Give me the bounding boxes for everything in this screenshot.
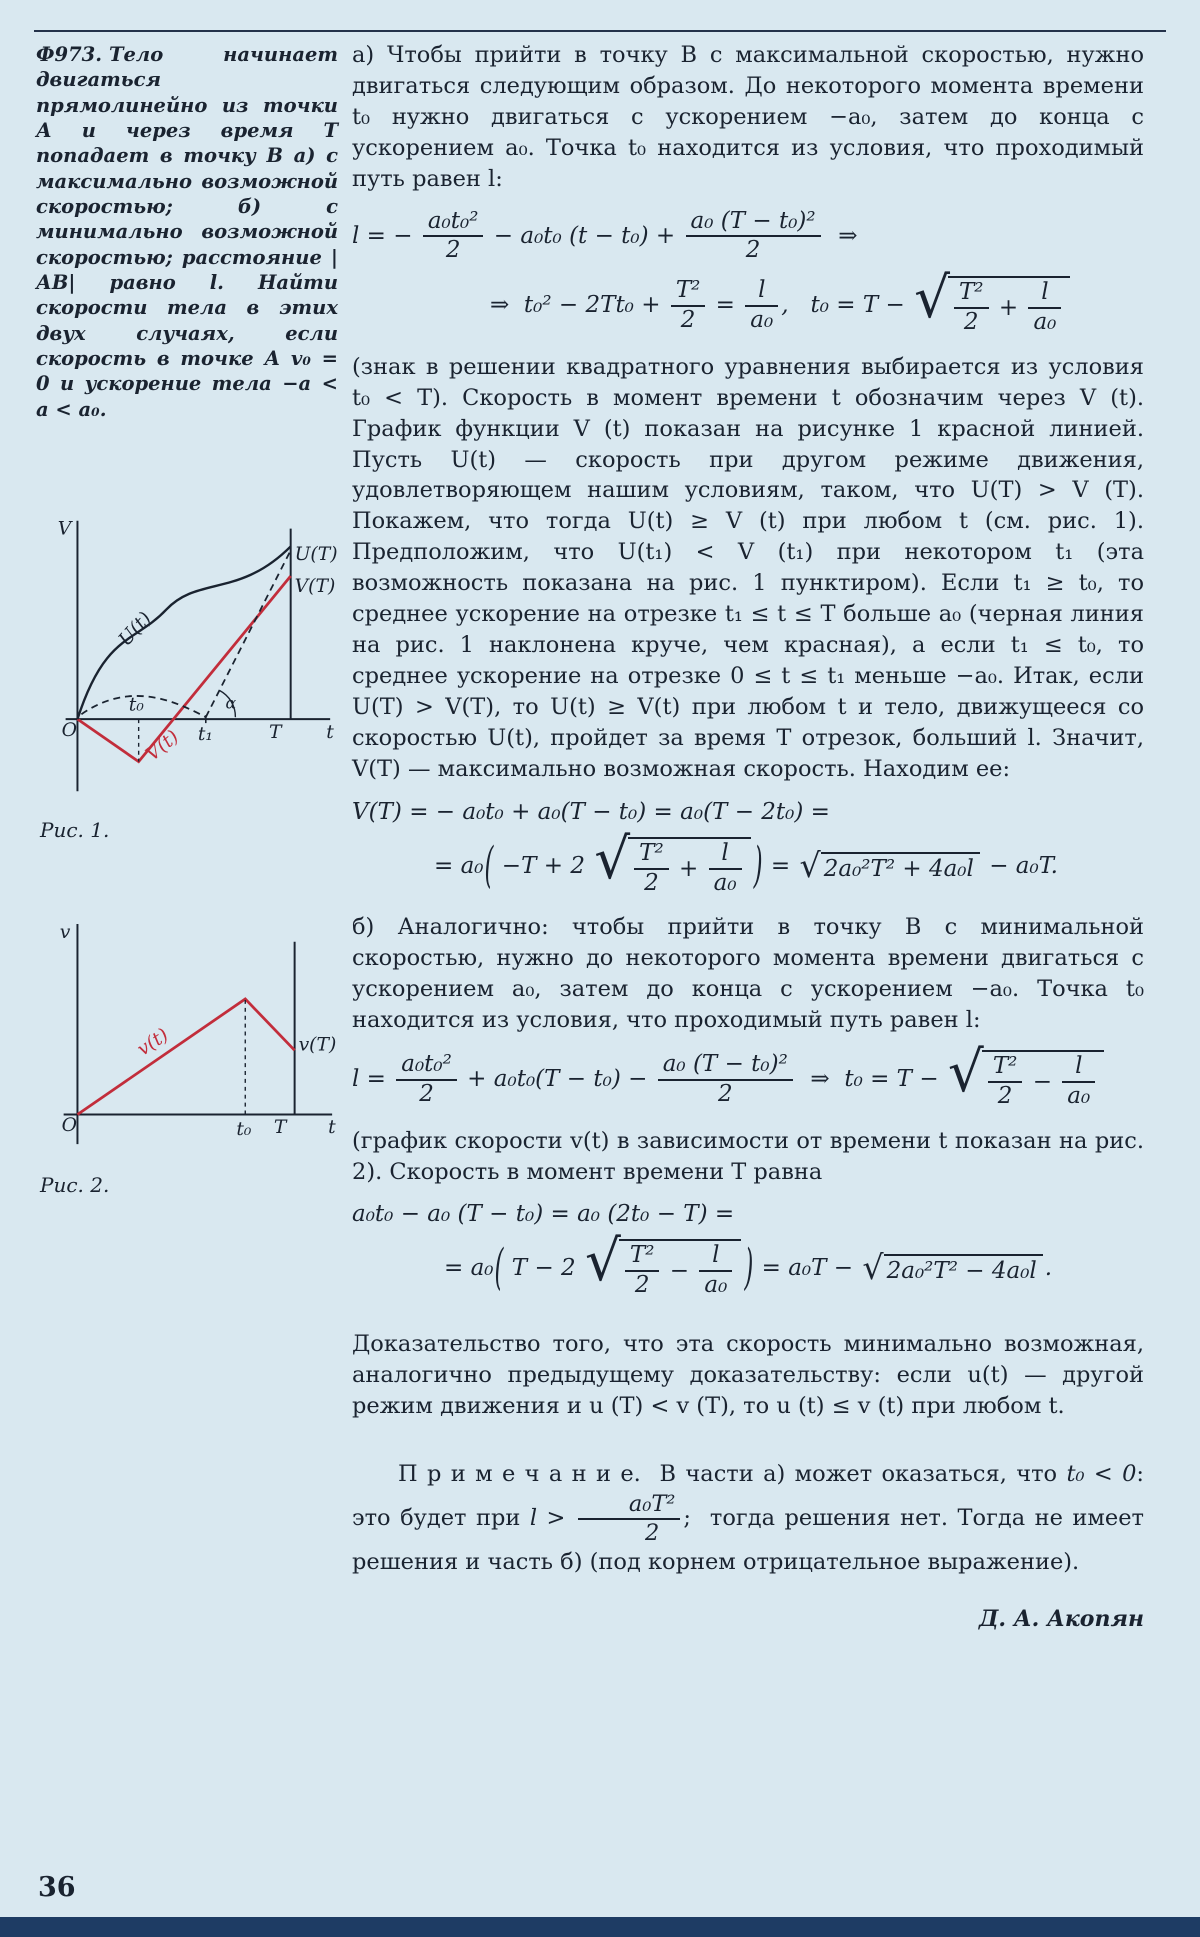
math-text: = a₀	[444, 1255, 494, 1282]
paragraph-a: а) Чтобы прийти в точку В с максимальной скоростью, нужно двигаться следующим образом. До некоторого момента времени t₀ нужно двигаться с ускорением −a₀, затем до конца с ускорением a₀. Точка t₀ находится из условия, что проходимый путь равен l:	[352, 42, 1144, 192]
math-text: ⇒ t₀² − 2Tt₀ +	[490, 291, 668, 318]
fraction: $\frac{\text{a₀t₀²}}{2}$	[396, 1052, 457, 1108]
fig1-T-label: T	[268, 722, 282, 744]
fraction: $\frac{l}{\text{a₀}}$	[709, 841, 742, 897]
fig1-alpha-label: α	[225, 693, 237, 713]
square-root: √ T² 2 − $\frac{l}{\text{a₀}}$	[585, 1239, 741, 1299]
figure-2-graph	[36, 912, 342, 1159]
fig1-black-velocity-curve	[77, 547, 290, 720]
fraction: $\frac{\text{a₀ (T − t₀)²}}{2}$	[658, 1052, 793, 1108]
math-text: ⇒	[823, 222, 858, 249]
math-text: + a₀t₀(T − t₀) −	[459, 1065, 655, 1092]
big-parenthesis: (	[494, 1241, 504, 1297]
math-text: V(T) = − a₀t₀ + a₀(T − t₀) = a₀(T − 2t₀) =	[352, 798, 830, 825]
math-text: ⇒ t₀ = T −	[795, 1065, 946, 1092]
fraction: $\frac{l}{\text{a₀}}$	[745, 278, 778, 334]
square-root: √ T² 2 + $\frac{l}{\text{a₀}}$	[594, 837, 750, 897]
fraction: $\frac{\text{a₀ (T − t₀)²}}{2}$	[686, 209, 821, 265]
figure-1-caption: Рис. 1.	[40, 818, 110, 843]
fig2-vT-label: v(T)	[298, 1034, 337, 1056]
fraction: T² 2	[625, 1243, 660, 1299]
fraction: $\frac{l}{\text{a₀}}$	[699, 1243, 732, 1299]
math-text: T − 2	[504, 1255, 583, 1282]
paragraph-b: б) Аналогично: чтобы прийти в точку В с минимальной скоростью, нужно до некоторого момента времени двигаться с ускорением a₀, затем до конца с ускорением −a₀. Точка t₀ находится из условия, что проходимый путь равен l:	[352, 914, 1144, 1034]
formula-2-line-1	[352, 799, 1144, 825]
fig1-origin-label: O	[61, 720, 78, 742]
formula-4-line-1	[352, 1201, 1144, 1227]
math-text: 2a₀²T² + 4a₀l	[823, 855, 974, 882]
top-rule	[34, 30, 1166, 32]
math-text: =	[708, 291, 743, 318]
math-text: l >	[529, 1504, 575, 1531]
fig2-red-velocity-line	[77, 999, 294, 1114]
fig1-red-velocity-line	[77, 576, 290, 762]
formula-4	[352, 1201, 1144, 1299]
math-text: a₀t₀ − a₀ (T − t₀) = a₀ (2t₀ − T) =	[352, 1201, 735, 1228]
math-text: t₀ < 0	[1066, 1460, 1137, 1487]
author-signature: Д. А. Акопян	[978, 1605, 1144, 1632]
fraction: T² 2	[634, 841, 669, 897]
formula-1-line-1	[352, 209, 1144, 265]
square-root: √ T² 2 − $\frac{l}{\text{a₀}}$	[948, 1050, 1104, 1110]
fig2-vt-label: v(t)	[133, 1024, 173, 1061]
formula-3-line-1	[352, 1040, 1144, 1110]
fig1-Ut-label: U(t)	[114, 608, 156, 651]
fraction: $\frac{l}{\text{a₀}}$	[1028, 280, 1061, 336]
square-root: √ T² 2 + $\frac{l}{\text{a₀}}$	[914, 276, 1070, 336]
left-column	[36, 42, 338, 1197]
figure-1	[36, 506, 338, 842]
math-text: l =	[352, 1065, 394, 1092]
square-root: √ 2a₀²T² + 4a₀l	[799, 852, 979, 882]
math-text: +	[991, 294, 1026, 321]
figure-1-graph	[36, 506, 342, 804]
figure-2	[36, 912, 338, 1197]
paragraph-proof: Доказательство того, что эта скорость минимально возможная, аналогично предыдущему доказательству: если u(t) — другой режим движения и u (T) < v (T), то u (t) ≤ v (t) при любом t.	[352, 1330, 1144, 1419]
math-text: = a₀T −	[754, 1255, 861, 1282]
formula-2-line-2	[434, 826, 1144, 897]
math-text: , t₀ = T −	[781, 291, 913, 318]
math-text: l = −	[352, 222, 420, 249]
math-text: 2a₀²T² − 4a₀l	[886, 1258, 1037, 1285]
fraction: $\frac{\text{a₀T²}}{2}$	[578, 1492, 680, 1546]
big-parenthesis: (	[484, 839, 494, 894]
fig1-Vt-label: V(t)	[142, 726, 184, 766]
page-number: 36	[38, 1872, 76, 1903]
math-text: .	[1044, 1255, 1053, 1282]
problem-id: Ф973.	[36, 43, 102, 66]
math-text: ; тогда решения нет. Тогда не имеет решения и часть б) (под корнем отрицательное выражение).	[352, 1504, 1152, 1575]
formula-4-line-2	[444, 1229, 1144, 1299]
formula-2	[352, 799, 1144, 897]
fig2-t-axis-label: t	[328, 1117, 336, 1139]
fig2-T-label: T	[273, 1117, 287, 1139]
math-text: − a₀T.	[981, 852, 1058, 879]
fraction: T² 2	[954, 280, 989, 336]
fig1-t-axis-label: t	[326, 722, 334, 744]
fig1-t1-label: t₁	[197, 724, 213, 746]
math-text: =	[763, 852, 798, 879]
math-text: П р и м е ч а н и е. В части а) может оказаться, что	[398, 1460, 1067, 1487]
figure-2-caption: Рис. 2.	[40, 1173, 110, 1198]
fig2-origin-label: O	[61, 1115, 78, 1137]
fraction: $\frac{\text{T²}}{2}$	[671, 278, 706, 334]
formula-1	[352, 209, 1144, 336]
fraction: $\frac{l}{\text{a₀}}$	[1062, 1054, 1095, 1110]
problem-text: Тело начинает двигаться прямолинейно из точки А и через время Т попадает в точку В а) с максимально возможной скоростью; б) с минимально возможной скоростью; расстояние |АВ| равно l. Найти скорости тела в этих двух случаях, если скорость в точке А v₀ = 0 и ускорение тела −a < a < a₀.	[36, 43, 338, 421]
paragraph-b2: (график скорости v(t) в зависимости от времени t показан на рис. 2). Скорость в момент времени T равна	[352, 1127, 1144, 1185]
paragraph-note	[352, 1458, 1152, 1580]
paragraph-a2: (знак в решении квадратного уравнения выбирается из условия t₀ < T). Скорость в момент времени t обозначим через V (t). График функции V (t) показан на рисунке 1 красной линией. Пусть U(t) — скорость при другом режиме движения, удовлетворяющем нашим условиям, таком, что U(T) > V (T). Покажем, что тогда U(t) ≥ V (t) при любом t (см. рис. 1). Предположим, что U(t₁) < V (t₁) при некотором t₁ (эта возможность показана на рис. 1 пунктиром). Если t₁ ≥ t₀, то среднее ускорение на отрезке t₁ ≤ t ≤ T больше a₀ (черная линия на рис. 1 наклонена круче, чем красная), а если t₁ ≤ t₀, то среднее ускорение на отрезке 0 ≤ t ≤ t₁ меньше −a₀. Итак, если U(T) > V(T), то U(t) ≥ V(t) при любом t и тело, движущееся со скоростью U(t), пройдет за время T отрезок, больший l. Значит, V(T) — максимально возможная скорость. Находим ее:	[352, 353, 1144, 782]
right-column	[352, 40, 1152, 1654]
square-root: √ 2a₀²T² − 4a₀l	[862, 1254, 1042, 1284]
fig1-VT-label: V(T)	[294, 575, 336, 597]
big-parenthesis: )	[753, 839, 763, 894]
problem-statement	[36, 42, 338, 422]
fig2-t0-label: t₀	[236, 1119, 252, 1141]
formula-3	[352, 1040, 1144, 1110]
math-text: − a₀t₀ (t − t₀) +	[486, 222, 683, 249]
fig1-v-axis-label: V	[57, 518, 72, 540]
math-text: = a₀	[434, 852, 484, 879]
fig2-v-axis-label: v	[59, 921, 71, 943]
fraction: $\frac{\text{a₀t₀²}}{2}$	[423, 209, 484, 265]
math-text: +	[671, 855, 706, 882]
math-text: −	[1025, 1068, 1060, 1095]
math-text: −	[662, 1258, 697, 1285]
big-parenthesis: )	[744, 1241, 754, 1297]
bottom-bar	[0, 1917, 1200, 1937]
math-text: −T + 2	[494, 852, 593, 879]
fig1-t0-label: t₀	[128, 694, 144, 716]
math-text: : это будет при	[352, 1460, 1152, 1531]
fig1-UT-label: U(T)	[294, 544, 338, 566]
formula-1-line-2	[490, 266, 1144, 336]
fraction: T² 2	[988, 1054, 1023, 1110]
